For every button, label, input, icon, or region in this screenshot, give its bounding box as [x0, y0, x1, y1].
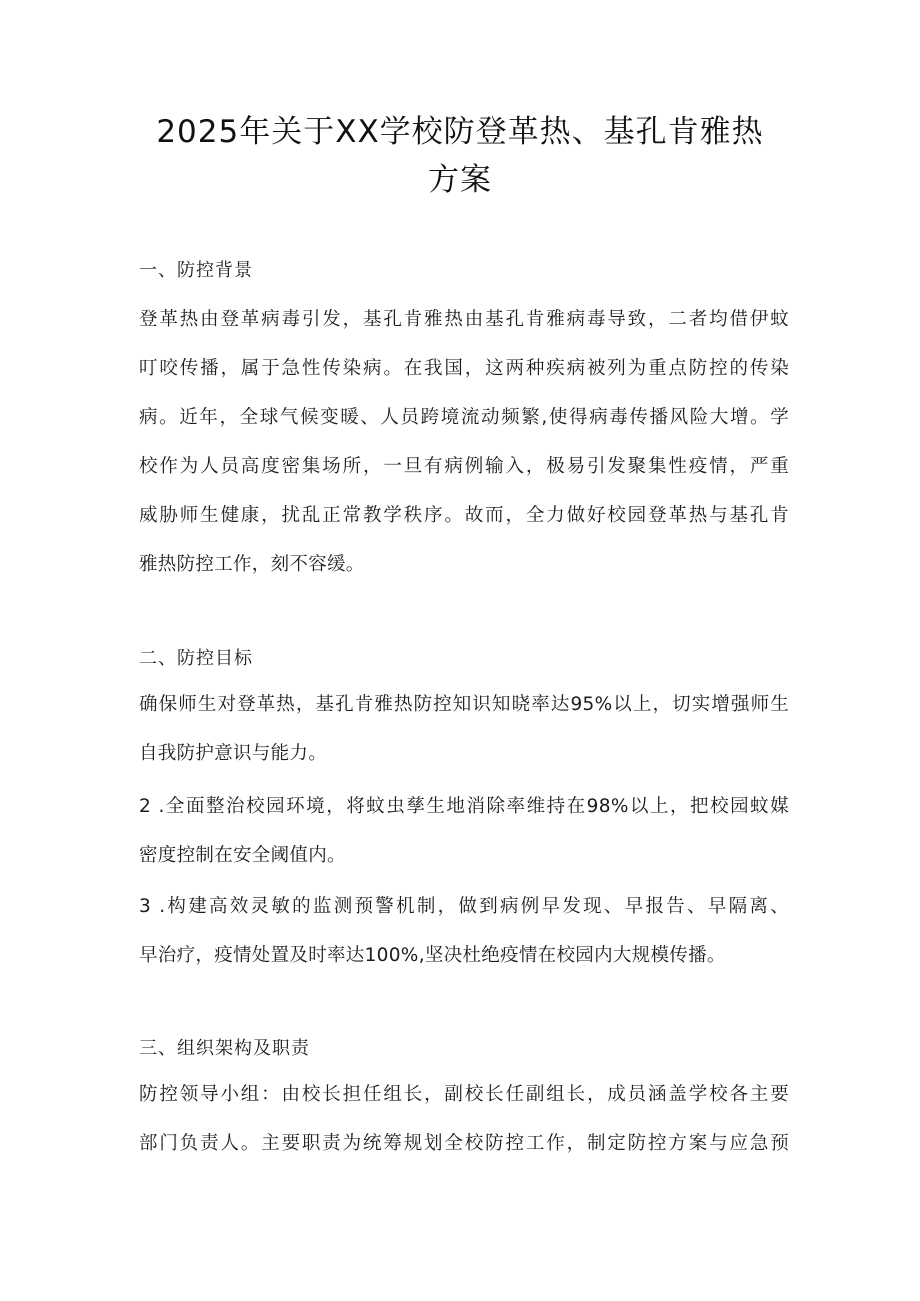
- paragraph-line: 自我防护意识与能力。: [139, 743, 328, 764]
- section-heading-goals: 二、防控目标: [139, 648, 253, 669]
- paragraph-line: 3 .构建高效灵敏的监测预警机制，做到病例早发现、早报告、早隔离、: [139, 896, 789, 917]
- paragraph-line: 校作为人员高度密集场所，一旦有病例输入，极易引发聚集性疫情，严重: [139, 456, 789, 477]
- paragraph-line: 病。近年，全球气候变暖、人员跨境流动频繁,使得病毒传播风险大增。学: [139, 407, 789, 428]
- paragraph-line: 早治疗，疫情处置及时率达100%,坚决杜绝疫情在校园内大规模传播。: [139, 945, 726, 966]
- paragraph-line: 密度控制在安全阈值内。: [139, 845, 346, 866]
- document-title-line-2: 方案: [428, 162, 492, 198]
- paragraph-line: 部门负责人。主要职责为统筹规划全校防控工作，制定防控方案与应急预: [139, 1133, 789, 1154]
- paragraph-line: 防控领导小组：由校长担任组长，副校长任副组长，成员涵盖学校各主要: [139, 1084, 789, 1105]
- section-heading-background: 一、防控背景: [139, 260, 253, 281]
- document-title-line-1: 2025年关于XX学校防登革热、基孔肯雅热: [156, 114, 764, 150]
- paragraph-line: 确保师生对登革热，基孔肯雅热防控知识知晓率达95%以上，切实增强师生: [139, 694, 789, 715]
- paragraph-line: 2 .全面整治校园环境，将蚊虫孳生地消除率维持在98%以上，把校园蚊媒: [139, 796, 789, 817]
- paragraph-line: 威胁师生健康，扰乱正常教学秩序。故而，全力做好校园登革热与基孔肯: [139, 505, 789, 526]
- paragraph-line: 雅热防控工作，刻不容缓。: [139, 554, 365, 575]
- section-heading-organization: 三、组织架构及职责: [139, 1038, 310, 1059]
- paragraph-line: 登革热由登革病毒引发，基孔肯雅热由基孔肯雅病毒导致，二者均借伊蚊: [139, 309, 789, 330]
- paragraph-line: 叮咬传播，属于急性传染病。在我国，这两种疾病被列为重点防控的传染: [139, 358, 789, 379]
